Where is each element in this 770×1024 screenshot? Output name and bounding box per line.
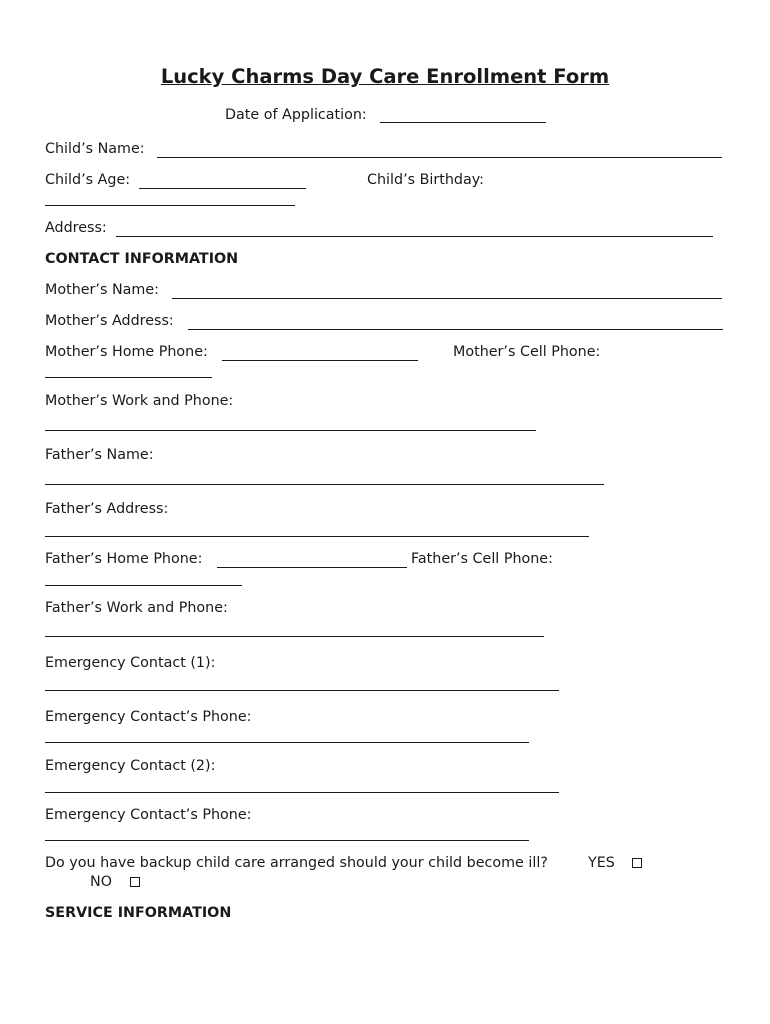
emergency-phone-1-field[interactable] xyxy=(45,742,529,743)
mother-address-field[interactable] xyxy=(188,329,723,330)
mother-work-field[interactable] xyxy=(45,430,536,431)
date-of-application-field[interactable] xyxy=(380,122,546,123)
mother-work-label: Mother’s Work and Phone: xyxy=(45,393,234,409)
child-name-field[interactable] xyxy=(157,157,722,158)
date-of-application-label: Date of Application: xyxy=(225,107,367,123)
yes-checkbox[interactable] xyxy=(632,858,642,868)
father-address-field[interactable] xyxy=(45,536,589,537)
mother-name-field[interactable] xyxy=(172,298,722,299)
father-work-field[interactable] xyxy=(45,636,544,637)
service-information-heading: SERVICE INFORMATION xyxy=(45,905,232,921)
mother-cell-phone-label: Mother’s Cell Phone: xyxy=(453,344,601,360)
father-cell-phone-field[interactable] xyxy=(45,585,242,586)
mother-address-label: Mother’s Address: xyxy=(45,313,174,329)
father-cell-phone-label: Father’s Cell Phone: xyxy=(411,551,553,567)
backup-care-question: Do you have backup child care arranged should your child become ill? xyxy=(45,855,548,871)
emergency-phone-1-label: Emergency Contact’s Phone: xyxy=(45,709,252,725)
father-name-field[interactable] xyxy=(45,484,604,485)
mother-name-label: Mother’s Name: xyxy=(45,282,159,298)
mother-cell-phone-field[interactable] xyxy=(45,377,212,378)
no-checkbox[interactable] xyxy=(130,877,140,887)
emergency-contact-2-label: Emergency Contact (2): xyxy=(45,758,216,774)
address-label: Address: xyxy=(45,220,107,236)
emergency-contact-1-label: Emergency Contact (1): xyxy=(45,655,216,671)
emergency-phone-2-label: Emergency Contact’s Phone: xyxy=(45,807,252,823)
mother-home-phone-field[interactable] xyxy=(222,360,418,361)
child-birthday-label: Child’s Birthday: xyxy=(367,172,484,188)
emergency-contact-1-field[interactable] xyxy=(45,690,559,691)
father-name-label: Father’s Name: xyxy=(45,447,154,463)
emergency-contact-2-field[interactable] xyxy=(45,792,559,793)
address-field[interactable] xyxy=(116,236,713,237)
child-age-field[interactable] xyxy=(139,188,306,189)
father-home-phone-field[interactable] xyxy=(217,567,407,568)
father-work-label: Father’s Work and Phone: xyxy=(45,600,228,616)
form-title: Lucky Charms Day Care Enrollment Form xyxy=(160,65,610,88)
father-address-label: Father’s Address: xyxy=(45,501,169,517)
child-birthday-field[interactable] xyxy=(45,205,295,206)
no-label: NO xyxy=(90,874,112,890)
mother-home-phone-label: Mother’s Home Phone: xyxy=(45,344,208,360)
yes-label: YES xyxy=(588,855,615,871)
father-home-phone-label: Father’s Home Phone: xyxy=(45,551,203,567)
contact-information-heading: CONTACT INFORMATION xyxy=(45,251,239,267)
emergency-phone-2-field[interactable] xyxy=(45,840,529,841)
child-name-label: Child’s Name: xyxy=(45,141,145,157)
child-age-label: Child’s Age: xyxy=(45,172,131,188)
